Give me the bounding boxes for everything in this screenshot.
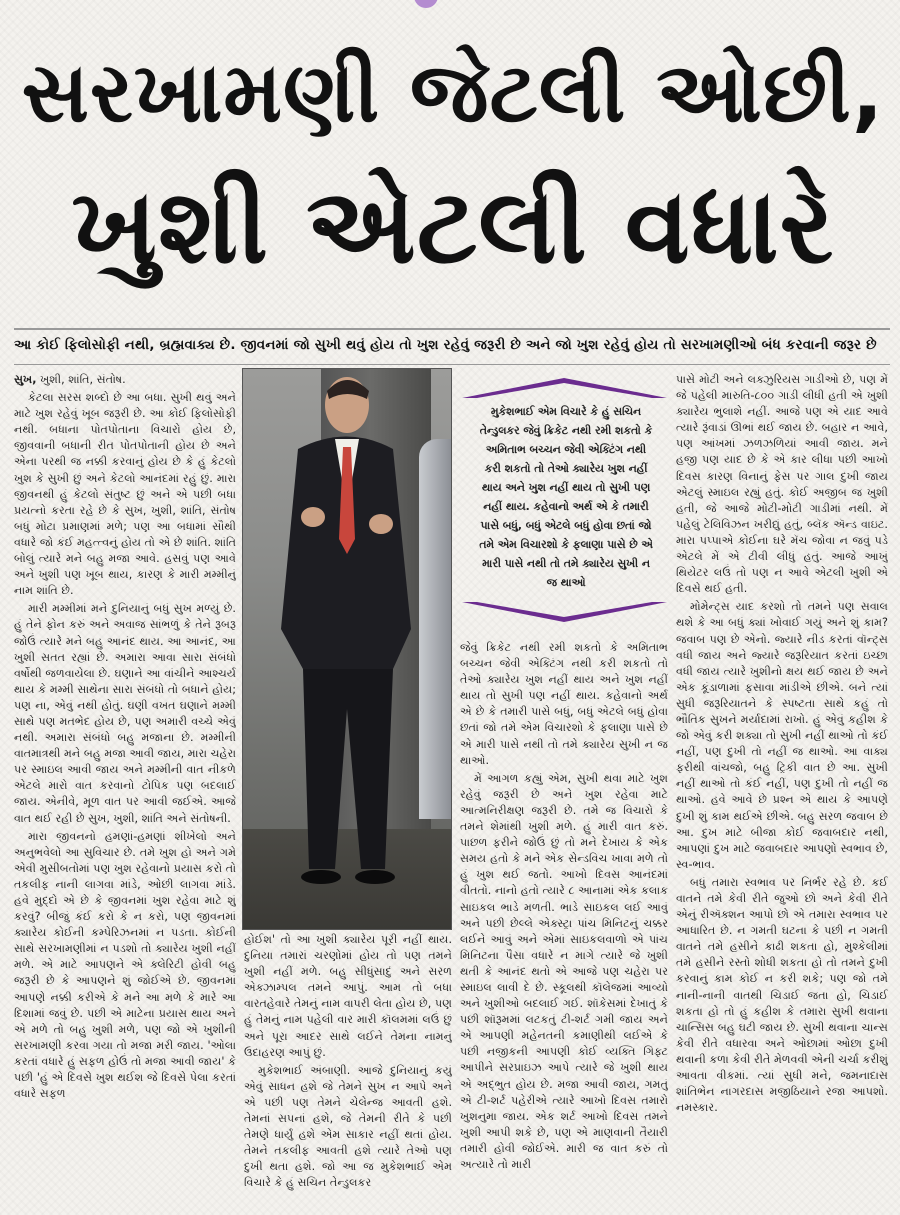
paragraph: મેં આગળ કહ્યું એમ, સુખી થવા માટે ખુશ રહેવું જરૂરી છે અને ખુશ રહેવા માટે આત્મનિરીક્ષણ જરૂરી છે. તમે જ વિચારો કે તમને શેમાંથી ખુશી મળે. હું મારી વાત કરું. પાછળ ફરીને જોઉં છું તો મને દેખાય કે એક સમય હતો કે મને એક સેન્ડવિચ ખાવા મળે તો હું ખુશ થઈ જતો. આખો દિવસ આનંદમાં વીતતો. નાનો હતો ત્યારે ૮ આનામાં એક કલાક સાઇકલ ભાડે મળતી. ભાડે સાઇકલ લઈ આવું અને પછી છેલ્લે એક્સ્ટ્રા પાંચ મિનિટનું ચક્કર લઈને આવું અને એમાં સાઇકલવાળો એ પાંચ મિનિટના પૈસા વધારે ન માગે ત્યારે જે ખુશી થતી કે આનંદ થતો એ આજે પણ ચહેરા પર સ્માઇલ લાવી દે છે. સ્કૂલથી કૉલેજમાં આવ્યો અને ખુશીઓ બદલાઈ ગઈ. શૉકેસમાં દેખાતું કે પછી શૉરૂમમાં લટકતું ટી-શર્ટ ગમી જાય અને એ આપણી મહેનતની કમાણીથી લઈએ કે પછી નજીકની આપણી કોઈ વ્યક્તિ ગિફ્ટ આપીને સરપ્રાઇઝ આપે ત્યારે જે ખુશી થાય એ અદ્ભુત હોય છે. મજા આવી જાય, ગમતું એ ટી-શર્ટ પહેરીએ ત્યારે આખો દિવસ તમારો ખુશનુમા જાય. એક શર્ટ આખો દિવસ તમને ખુશી આપી શકે છે, પણ એ માણવાની તૈયારી તમારી હોવી જોઈએ. મારી જ વાત કરું તો અત્યારે તો મારી	[460, 771, 668, 1171]
pull-quote-box	[462, 378, 667, 622]
paragraph: પાસે મોટી અને લક્ઝુરિયસ ગાડીઓ છે, પણ મેં જે પહેલી મારુતિ-૮૦૦ ગાડી લીધી હતી એ ખુશી ક્યારેય ભુલાશે નહીં. આજે પણ એ યાદ આવે ત્યારે રૂંવાડાં ઊભાં થઈ જાય છે. બહાર ન આવે, પણ આંખમાં ઝળઝળિયાં આવી જાય. મને હજી પણ યાદ છે કે એ કાર લીધા પછી આખો દિવસ કારણ વિનાનું ફેસ પર ગાલ દુખી જાય એટલું સ્માઇલ રહ્યું હતું. કોઈ અજીબ જ ખુશી હતી, જે આજે મોટી-મોટી ગાડીમાં નથી. મેં પહેલું ટેલિવિઝન ખરીદ્યું હતું, બ્લૅક ઍન્ડ વાઇટ. મારા પપ્પાએ કોઈના ઘરે મૅચ જોવા ન જવું પડે એટલે મેં એ ટીવી લીધું હતું. આજે આખું થિયેટર લઉં તો પણ ન આવે એટલી ખુશી એ દિવસે થઈ હતી.	[676, 373, 888, 596]
pull-quote-band-top	[462, 378, 667, 398]
paragraph: મોમેન્ટ્સ યાદ કરશો તો તમને પણ સવાલ થશે કે આ બધું ક્યાં ખોવાઈ ગયું અને શું કામ? જવાબ પણ છે એનો. જ્યારે નીડ કરતાં વૉન્ટ્સ વધી જાય અને જ્યારે જરૂરિયાત કરતાં ઇચ્છા વધી જાય ત્યારે ખુશીનો ક્ષય થઈ જાય છે અને એક કૂંડાળામાં ફસાવા માંડીએ છીએ. બને ત્યાં સુધી જરૂરિયાતને કે સ્પષ્ટતા સાથે કહું તો ભૌતિક સુખને મર્યાદામાં રાખો. હું એવું કહીશ કે જો એવું કરી શક્યા તો સુખી નહીં થાઓ તો કંઈ નહીં, પણ દુખી તો નહીં જ થાઓ. આ વાક્ય ફરીથી વાંચજો, બહુ ટ્રિકી વાત છે આ. સુખી નહીં થાઓ તો કંઈ નહીં, પણ દુખી તો નહીં જ થાઓ. હવે આવે છે પ્રશ્ન એ થાય કે આપણે દુખી શું કામ થઈએ છીએ. બહુ સરળ જવાબ છે આ. દુખ માટે બીજા કોઈ જવાબદાર નથી, આપણાં દુખ માટે જવાબદાર આપણો સ્વભાવ છે, સ્વ-ભાવ.	[676, 600, 888, 871]
paragraph: જેવું ક્રિકેટ નથી રમી શકતો કે અમિતાભ બચ્ચન જેવી એક્ટિંગ નથી કરી શકતો તો તેઓ ક્યારેય ખુશ નહીં થાય અને ખુશ નહીં થાય તો સુખી પણ નહીં થાય. કહેવાનો અર્થ એ છે કે તમારી પાસે બધું, બધું એટલે બધું હોવા છતાં જો તમે એમ વિચારશો કે ફલાણા પાસે છે એ મારી પાસે નથી તો તમે ક્યારેય સુખી ન જ થાઓ.	[460, 641, 668, 767]
paragraph: કેટલા સરસ શબ્દો છે આ બધા. સુખી થવું અને માટે ખુશ રહેવું ખૂબ જરૂરી છે. આ કોઈ ફિલોસોફી નથી. બધાના પોતપોતાના વિચારો હોય છે, જીવવાની બધાની રીત પોતપોતાની હોય છે અને એના પરથી જ નક્કી કરવાનું હોય છે કે હું કેટલો ખુશ કે સુખી છું અને કેટલો આનંદમાં રહું છું. મારા જીવનથી હું કેટલો સંતુષ્ટ છું અને એ પછી બધા પ્રયત્નો કરતા રહે છે કે સુખ, ખુશી, શાંતિ, સંતોષ બધું મોટા પ્રમાણમાં મળે; પણ આ બધામાં સૌથી વધારે જો કંઈ મહત્ત્વનું હોય તો એ છે શાંતિ. શાંતિ બોલું ત્યારે મને બહુ મજા આવે. હસવું પણ આવે અને ખુશી પણ ખૂબ થાય, કારણ કે મારી મમ્મીનું નામ શાંતિ છે.	[14, 391, 236, 598]
lead-word: સુખ,	[14, 373, 37, 386]
column-4	[676, 372, 888, 1212]
page-marker	[414, 0, 438, 8]
man-in-suit-figure	[243, 369, 451, 929]
paragraph: મુકેશભાઈ અંબાણી. આજે દુનિયાનું કયું એવું સાધન હશે જે તેમને સુખ ન આપે અને એ પછી પણ તેમને ચેલેન્જ આવતી હશે. તેમનાં સપનાં હશે, જે તેમની રીતે કે પછી તેમણે ધાર્યું હશે એમ સાકાર નહીં થતાં હોય. તેમને તકલીફ આવતી હશે ત્યારે તેઓ પણ દુખી થતા હશે. જો આ જ મુકેશભાઈ એમ વિચારે કે હું સચિન તેન્ડુલકર	[244, 1063, 452, 1190]
column-1	[14, 372, 236, 1212]
lead-rest: ખુશી, શાંતિ, સંતોષ.	[36, 373, 126, 386]
column-2	[244, 932, 452, 1212]
divider-top	[14, 328, 890, 330]
pull-quote-text: મુકેશભાઈ એમ વિચારે કે હું સચિન તેન્ડુલકર જેવું ક્રિકેટ નથી રમી શકતો કે અમિતાભ બચ્ચન જેવી એક્ટિંગ નથી કરી શકતો તો તેઓ ક્યારેય ખુશ નહીં થાય અને ખુશ નહીં થાય તો સુખી પણ નહીં થાય. કહેવાનો અર્થ એ કે તમારી પાસે બધું, બધું એટલે બધું હોવા છતાં જો તમે એમ વિચારશો કે ફલાણા પાસે છે એ મારી પાસે નથી તો તમે ક્યારેય સુખી ન જ થાઓ	[479, 405, 653, 589]
column-3	[460, 640, 668, 1212]
subheadline: આ કોઈ ફિલોસોફી નથી, બ્રહ્મવાક્ય છે. જીવનમાં જો સુખી થવું હોય તો ખુશ રહેવું જરૂરી છે અને જો ખુશ રહેવું હોય તો સરખામણીઓ બંધ કરવાની જરૂર છે	[14, 337, 877, 353]
paragraph: મારી મમ્મીમાં મને દુનિયાનું બધું સુખ મળ્યું છે. હું તેને ફોન કરું અને અવાજ સાંભળું કે તેને રૂબરૂ જોઉં ત્યારે મને બહુ આનંદ થાય. આ આનંદ, આ ખુશી સતત રહ્યાં છે. અમારા આવા સારા સંબંધો વર્ષોથી જળવાયેલા છે. ઘણાને આ વાંચીને આશ્ચર્ય થાય કે મમ્મી સાથેના સારા સંબંધો તો બધાને હોય; પણ ના, એવું નથી હોતું. ઘણી વખત ઘણાને મમ્મી સાથે પણ મતભેદ હોય છે, પણ અમારી વચ્ચે એવું નથી. અમારા સંબંધો બહુ મજાના છે. મમ્મીની વાતમાત્રથી મને બહુ મજા આવી જાય, મારા ચહેરા પર સ્માઇલ આવી જાય અને મમ્મીની વાત નીકળે એટલે મારો વાત કરવાનો ટોપિક પણ બદલાઈ જાય. એનીવે, મૂળ વાત પર આવી જઈએ. આજે વાત થઈ રહી છે સુખ, ખુશી, શાંતિ અને સંતોષની.	[14, 602, 236, 825]
pull-quote-band-bottom	[462, 602, 667, 622]
headline-line-1: સરખામણી જેટલી ઓછી,	[21, 44, 885, 141]
column-1-lead	[14, 372, 236, 388]
headline-line-2: ખુશી એટલી વધારે	[71, 165, 835, 287]
paragraph: હોઈશ' તો આ ખુશી ક્યારેય પૂરી નહીં થાય. દુનિયા તમારાં ચરણોમાં હોય તો પણ તમને ખુશી નહીં મળે. બહુ સીધુંસાદું અને સરળ એક્ઝામ્પલ તમને આપું. આમ તો બધા વારતહેવારે તેમનું નામ વાપરી લેતા હોય છે, પણ હું તેમનું નામ પહેલી વાર મારી કૉલમમાં લઉં છું અને પૂરા આદર સાથે લઈને તેમના નામનું ઉદાહરણ આપું છું.	[244, 933, 452, 1059]
paragraph: મારા જીવનનો હમણાં-હમણાં શીખેલો અને અનુભવેલો આ સુવિચાર છે. તમે ખુશ હો અને ગમે એવી મુસીબતોમાં પણ ખુશ રહેવાનો પ્રયાસ કરો તો તકલીફ નાની લાગવા માંડે, ઓછી લાગવા માંડે. હવે મુદ્દો એ છે કે જીવનમાં ખુશ રહેવા માટે શું કરવું? બીજું કંઈ કરો કે ન કરો, પણ જીવનમાં ક્યારેય કોઈની કમ્પેરિઝનમાં ન પડતા. કોઈની સાથે સરખામણીમાં ન પડશો તો ક્યારેય ખુશી નહીં મળે. એ માટે આપણને એ ક્લેરિટી હોવી બહુ જરૂરી છે કે આપણને શું જોઈએ છે. જીવનમાં આપણે નક્કી કરીએ કે મને આ મળે કે મારે આ દિશામાં જવું છે. પછી એ માટેના પ્રયાસ થાય અને એ મળે તો બહુ ખુશી મળે, પણ જો એ ખુશીની સરખામણી કરવા ગયા તો મજા મરી જાય. 'ઓલા કરતાં વધારે હું સફળ હોઉં તો મજા આવી જાય' કે પછી 'હું એ દિવસે ખુશ થઈશ જે દિવસે પેલા કરતાં વધારે સફળ	[14, 829, 236, 1101]
divider-bottom	[14, 364, 890, 365]
photo-mukesh-ambani	[242, 368, 452, 930]
paragraph: બધું તમારા સ્વભાવ પર નિર્ભર રહે છે. કઈ વાતને તમે કેવી રીતે જુઓ છો અને કેવી રીતે એનું રીઍક્શન આપો છો એ તમારા સ્વભાવ પર આધારિત છે. ન ગમતી ઘટના કે પછી ન ગમતી વાતને તમે હસીને કાઢી શકતા હો, મુશ્કેલીમાં તમે હસીને રસ્તો શોધી શકતા હો તો તમને દુખી કરવાનું કામ કોઈ ન કરી શકે; પણ જો તમે નાની-નાની વાતથી ચિડાઈ જતા હો, ચિડાઈ શકતા હો તો હું કહીશ કે તમારા સુખી થવાના ચાન્સિસ બહુ ઘટી જાય છે. સુખી થવાના ચાન્સ કેવી રીતે વધારવા અને ઓછામાં ઓછા દુખી થવાની કળા કેવી રીતે મેળવવી એની ચર્ચા કરીશું આવતા વીકમાં. ત્યાં સુધી મને, જમનાદાસ શાંતિભેન નાગરદાસ મજીઠિયાને રજા આપશો. નમસ્કાર.	[676, 875, 888, 1115]
